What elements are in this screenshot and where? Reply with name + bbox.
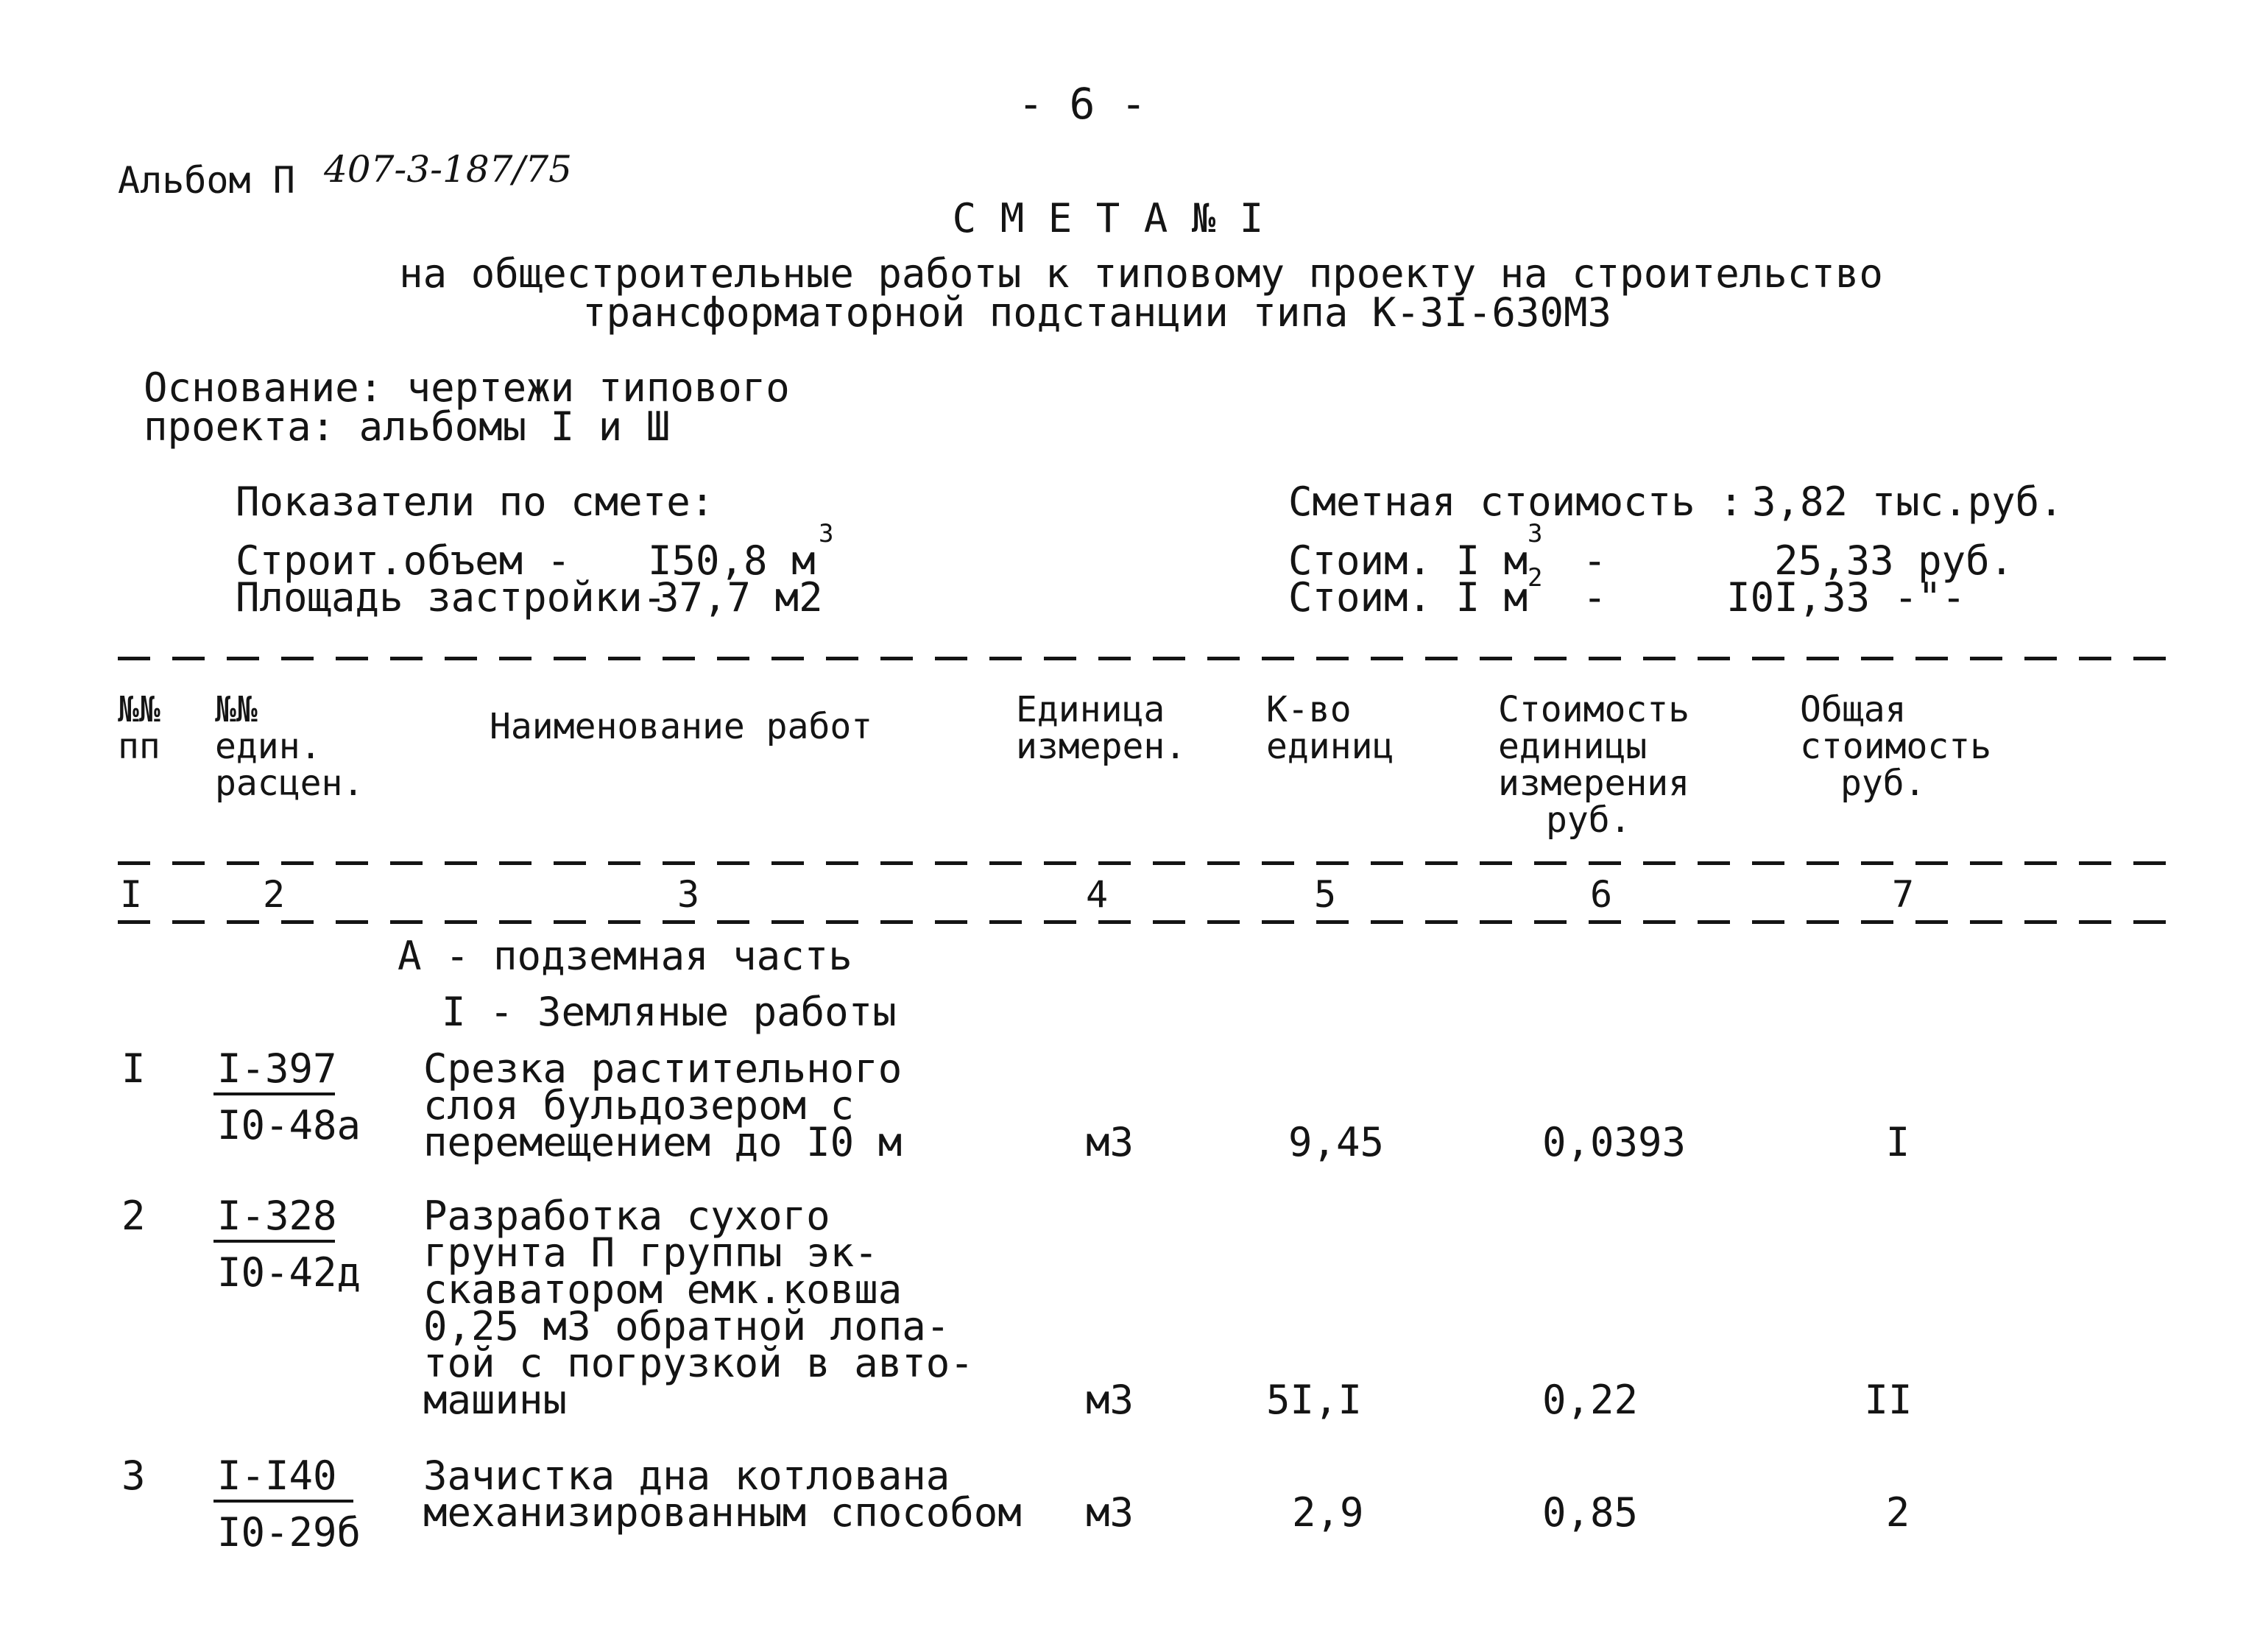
document-title: С М Е Т А № I [952, 195, 1264, 241]
area-label: Площадь застройки- [236, 574, 667, 621]
row-1-name-line1: Срезка растительного [423, 1045, 903, 1092]
col-number-3: 3 [677, 873, 700, 916]
estimated-cost-label: Сметная стоимость : [1288, 479, 1743, 525]
cost-per-m2-value: - I0I,33 -"- [1583, 574, 1966, 621]
volume-label: Строит.объем - [236, 537, 571, 584]
col-number-6: 6 [1589, 873, 1613, 916]
row-2-unit: м3 [1086, 1377, 1134, 1423]
row-2-name-line2: грунта П группы эк- [423, 1229, 878, 1276]
header-col6-line3: измерения [1498, 763, 1690, 804]
header-col7-line3: руб. [1840, 763, 1926, 804]
header-col2-line1: №№ [215, 689, 258, 730]
section-title: А - подземная часть [398, 933, 852, 979]
header-col5-line1: К-во [1266, 689, 1352, 730]
header-col4-line2: измерен. [1016, 726, 1187, 767]
cost-per-m2-superscript: 2 [1528, 563, 1543, 593]
row-1-unit: м3 [1086, 1119, 1134, 1165]
cost-per-m3-superscript: 3 [1528, 519, 1543, 548]
cost-per-m3-value: - 25,33 руб. [1583, 537, 2014, 584]
row-3-number: 3 [121, 1452, 146, 1499]
cost-per-m2-label: Стоим. I м [1288, 574, 1528, 621]
row-3-total: 2 [1885, 1489, 1910, 1536]
area-value: 37,7 м2 [655, 574, 823, 621]
row-1-total: I [1885, 1119, 1910, 1165]
row-2-name-line1: Разработка сухого [423, 1193, 830, 1239]
row-1-code-underline [213, 1092, 335, 1095]
header-col5-line2: единиц [1266, 726, 1394, 767]
row-1-quantity: 9,45 [1288, 1119, 1385, 1165]
header-col1-line2: пп [118, 726, 160, 767]
header-col6-line4: руб. [1546, 799, 1631, 841]
header-col6-line2: единицы [1498, 726, 1648, 767]
row-2-unit-cost: 0,22 [1542, 1377, 1639, 1423]
header-col4-line1: Единица [1016, 689, 1165, 730]
album-number: 407-3-187/75 [324, 148, 572, 191]
subtitle-line-1: на общестроительные работы к типовому проекту на строительство [399, 250, 1883, 297]
volume-superscript: 3 [819, 519, 834, 548]
estimated-cost-value: 3,82 тыс.руб. [1752, 479, 2063, 525]
col-number-7: 7 [1891, 873, 1915, 916]
row-2-total: II [1864, 1377, 1913, 1423]
row-1-name-line2: слоя бульдозером с [423, 1082, 855, 1129]
header-col3: Наименование работ [490, 706, 873, 747]
row-3-name-line2: механизированным способом [423, 1489, 1022, 1536]
col-number-2: 2 [262, 873, 286, 916]
header-col7-line1: Общая [1800, 689, 1907, 730]
col-number-1: I [119, 873, 143, 916]
subtitle-line-2: трансформаторной подстанции типа К-3I-630М3 [582, 289, 1611, 336]
row-2-name-line5: той с погрузкой в авто- [423, 1340, 974, 1386]
header-col2-line3: расцен. [215, 763, 364, 804]
header-col6-line1: Стоимость [1498, 689, 1690, 730]
volume-value: I50,8 м [648, 537, 816, 584]
row-3-code-bottom: I0-29б [217, 1509, 361, 1556]
basis-line-1: Основание: чертежи типового [144, 364, 790, 411]
row-3-code-top: I-I40 [217, 1452, 337, 1499]
row-1-name-line3: перемещением до I0 м [423, 1119, 903, 1165]
col-number-5: 5 [1313, 873, 1337, 916]
header-top-rule [118, 657, 2179, 660]
header-bottom-rule [118, 920, 2179, 924]
row-2-name-line3: скаватором емк.ковша [423, 1266, 903, 1313]
header-col7-line2: стоимость [1800, 726, 1992, 767]
row-2-code-bottom: I0-42д [217, 1249, 361, 1296]
row-3-name-line1: Зачистка дна котлована [423, 1452, 950, 1499]
indicators-heading: Показатели по смете: [236, 479, 715, 525]
header-col2-line2: един. [215, 726, 322, 767]
row-3-quantity: 2,9 [1292, 1489, 1364, 1536]
row-3-unit-cost: 0,85 [1542, 1489, 1639, 1536]
row-2-name-line6: машины [423, 1377, 568, 1423]
row-2-code-underline [213, 1240, 335, 1243]
row-2-quantity: 5I,I [1266, 1377, 1363, 1423]
row-3-code-underline [213, 1500, 353, 1503]
row-3-unit: м3 [1086, 1489, 1134, 1536]
row-2-number: 2 [121, 1193, 146, 1239]
page-number: - 6 - [1017, 79, 1147, 129]
header-col1-line1: №№ [118, 689, 160, 730]
row-1-code-top: I-397 [217, 1045, 337, 1092]
cost-per-m3-label: Стоим. I м [1288, 537, 1528, 584]
album-label: Альбом П [118, 159, 295, 202]
row-2-name-line4: 0,25 м3 обратной лопа- [423, 1303, 950, 1349]
row-1-number: I [121, 1045, 146, 1092]
basis-line-2: проекта: альбомы I и Ш [144, 403, 671, 450]
header-mid-rule [118, 861, 2179, 865]
row-1-code-bottom: I0-48а [217, 1102, 361, 1148]
row-2-code-top: I-328 [217, 1193, 337, 1239]
col-number-4: 4 [1085, 873, 1109, 916]
subsection-title: I - Земляные работы [442, 989, 897, 1035]
row-1-unit-cost: 0,0393 [1542, 1119, 1687, 1165]
